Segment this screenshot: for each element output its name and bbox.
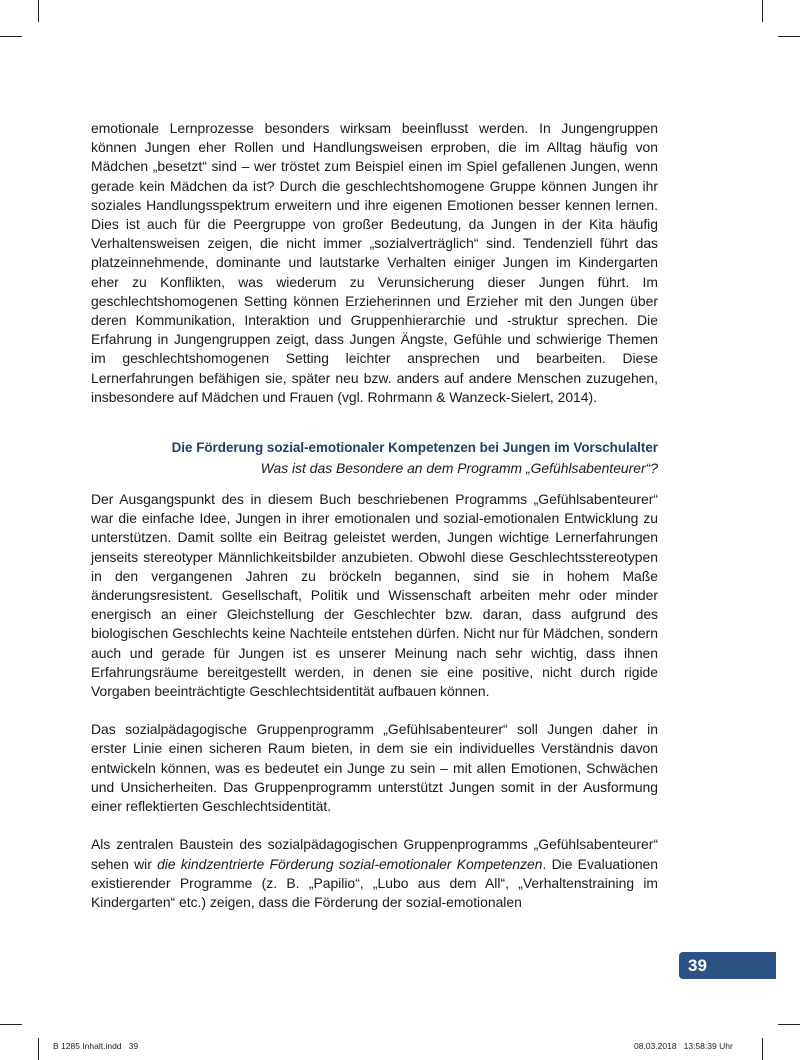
section-subheading: Was ist das Besondere an dem Programm „Gefühlsabenteurer“? (260, 460, 658, 477)
body-text (91, 119, 658, 912)
slug-file-info: B 1285 Inhalt.indd 39 (53, 1041, 139, 1051)
crop-mark (778, 1024, 800, 1025)
crop-mark (778, 36, 800, 37)
crop-mark (38, 0, 39, 22)
emphasized-text: die kindzentrierte Förderung sozial-emotionaler Kompetenzen (157, 855, 543, 872)
paragraph (91, 835, 658, 912)
page-number: 39 (688, 956, 707, 975)
paragraph-text: Als zentralen Baustein des sozialpädagogischen Gruppenprogramms „Gefühlsabenteurer“ sehen wir (91, 836, 658, 872)
crop-mark (762, 1038, 763, 1060)
paragraph: Das sozialpädagogische Gruppenprogramm „Gefühlsabenteurer“ soll Jungen daher in erster Linie einen sicheren Raum bieten, in dem sie ein individuelles Verständnis davon entwickeln können, was es bedeutet ein Junge zu sein – mit allen Emotionen, Schwächen und Unsicherheiten. Das Gruppenprogramm unterstützt Jungen somit in der Ausformung einer reflektierten Geschlechtsidentität. (91, 721, 658, 815)
section-heading: Die Förderung sozial-emotionaler Kompetenzen bei Jungen im Vorschulalter (171, 440, 658, 456)
paragraph: Der Ausgangspunkt des in diesem Buch beschriebenen Programms „Gefühlsabenteurer“ war die einfache Idee, Jungen in ihrer emotionalen und sozial-emotionalen Entwicklung zu unterstützen. Damit sollte ein Beitrag geleistet werden, Jungen wichtige Lernerfahrungen jenseits stereotyper Männlichkeitsbilder anzubieten. Obwohl diese Geschlechtsstereotypen in den vergangenen Jahren zu bröckeln begannen, sind sie in hohem Maße änderungsresistent. Gesellschaft, Politik und Wissenschaft arbeiten mehr oder minder energisch an einer Gleichstellung der Geschlechter bzw. daran, dass aufgrund des biologischen Geschlechts keine Nachteile entstehen dürfen. Nicht nur für Mädchen, sondern auch und gerade für Jungen ist es unserer Meinung nach sehr wichtig, dass ihnen Erfahrungsräume bereitgestellt werden, in denen sie eine positive, nicht durch rigide Vorgaben beeinträchtigte Geschlechtsidentität aufbauen können. (91, 491, 658, 700)
paragraph: emotionale Lernprozesse besonders wirksam beeinflusst werden. In Jungengruppen können Jungen eher Rollen und Handlungsweisen erproben, die im Alltag häufig von Mädchen „besetzt“ sind – wer tröstet zum Beispiel einen im Spiel gefallenen Jungen, wenn gerade kein Mädchen da ist? Durch die geschlechtshomogene Gruppe können Jungen ihr soziales Handlungsspektrum erweitern und ihre eigenen Emotionen besser kennen lernen. Dies ist auch für die Peergruppe von großer Bedeutung, da Jungen in der Kita häufig Verhaltensweisen zeigen, die nicht immer „sozialverträglich“ sind. Tendenziell führt das platzeinnehmende, dominante und lautstarke Verhalten einiger Jungen im Kindergarten eher zu Konflikten, was wiederum zu Verunsicherung dieser Jungen führt. Im geschlechtshomogenen Setting können Erzieherinnen und Erzieher mit den Jungen über deren Kommunikation, Interaktion und Gruppenhierarchie und -struktur sprechen. Die Erfahrung in Jungengruppen zeigt, dass Jungen Ängste, Gefühle und schwierige Themen im geschlechtshomogenen Setting leichter ansprechen und bearbeiten. Diese Lernerfahrungen befähigen sie, später neu bzw. anders auf andere Menschen zuzugehen, insbesondere auf Mädchen und Frauen (vgl. Rohrmann & Wanzeck-Sielert, 2014). (91, 120, 658, 405)
section-header (91, 438, 658, 478)
crop-mark (0, 36, 22, 37)
slug-timestamp: 08.03.2018 13:58:39 Uhr (634, 1041, 733, 1051)
crop-mark (762, 0, 763, 22)
crop-mark (0, 1024, 22, 1025)
crop-mark (38, 1038, 39, 1060)
paragraph-text: . Die Evaluationen existierender Programme (z. B. „Papilio“, „Lubo aus dem All“, „Verhaltenstraining im Kindergarten“ etc.) zeigen, dass die Förderung der sozial-emotionalen (91, 855, 659, 910)
